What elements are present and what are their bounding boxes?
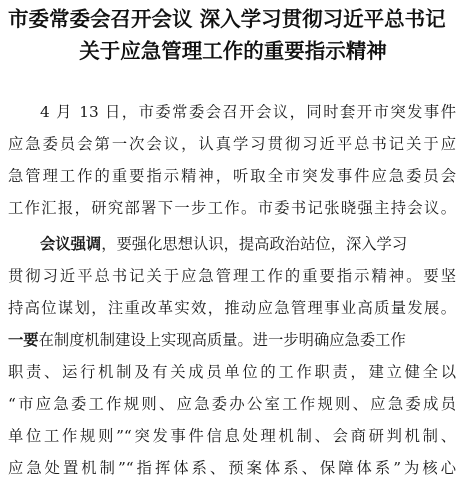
paragraph-3-line-1 <box>8 330 456 350</box>
paragraph-3-lead: 一要 <box>8 331 39 349</box>
paragraph-1-line-3: 急管理工作的重要指示精神，听取全市突发事件应急委员会 <box>8 167 456 185</box>
paragraph-1-line-2: 应急委员会第一次会议，认真学习贯彻习近平总书记关于应 <box>8 135 456 153</box>
paragraph-2-line-3: 持高位谋划，注重改革实效，推动应急管理事业高质量发展。 <box>8 299 456 317</box>
paragraph-1-line-1: 4 月 13 日，市委常委会召开会议，同时套开市突发事件 <box>40 103 456 121</box>
paragraph-3-line-5: 应急处置机制”“指挥体系、预案体系、保障体系”为核心 <box>8 459 456 477</box>
paragraph-3-line-3: “市应急委工作规则、应急委办公室工作规则、应急委成员 <box>8 395 456 413</box>
paragraph-2-line-2: 贯彻习近平总书记关于应急管理工作的重要指示精神。要坚 <box>8 267 456 285</box>
paragraph-3-line-4: 单位工作规则”“突发事件信息处理机制、会商研判机制、 <box>8 427 456 445</box>
article-title-line-1: 市委常委会召开会议 深入学习贯彻习近平总书记 <box>8 7 446 31</box>
paragraph-3-line-1-text: 在制度机制建设上实现高质量。进一步明确应急委工作 <box>38 331 406 349</box>
paragraph-2-line-1-text: ，要强化思想认识，提高政治站位，深入学习 <box>101 235 408 253</box>
article-title-line-2: 关于应急管理工作的重要指示精神 <box>79 39 387 63</box>
paragraph-2-line-1 <box>40 234 456 254</box>
paragraph-2-lead: 会议强调 <box>40 235 102 253</box>
paragraph-1-line-4: 工作汇报，研究部署下一步工作。市委书记张晓强主持会议。 <box>8 199 456 217</box>
paragraph-3-line-2: 职责、运行机制及有关成员单位的工作职责，建立健全以 <box>8 363 456 381</box>
